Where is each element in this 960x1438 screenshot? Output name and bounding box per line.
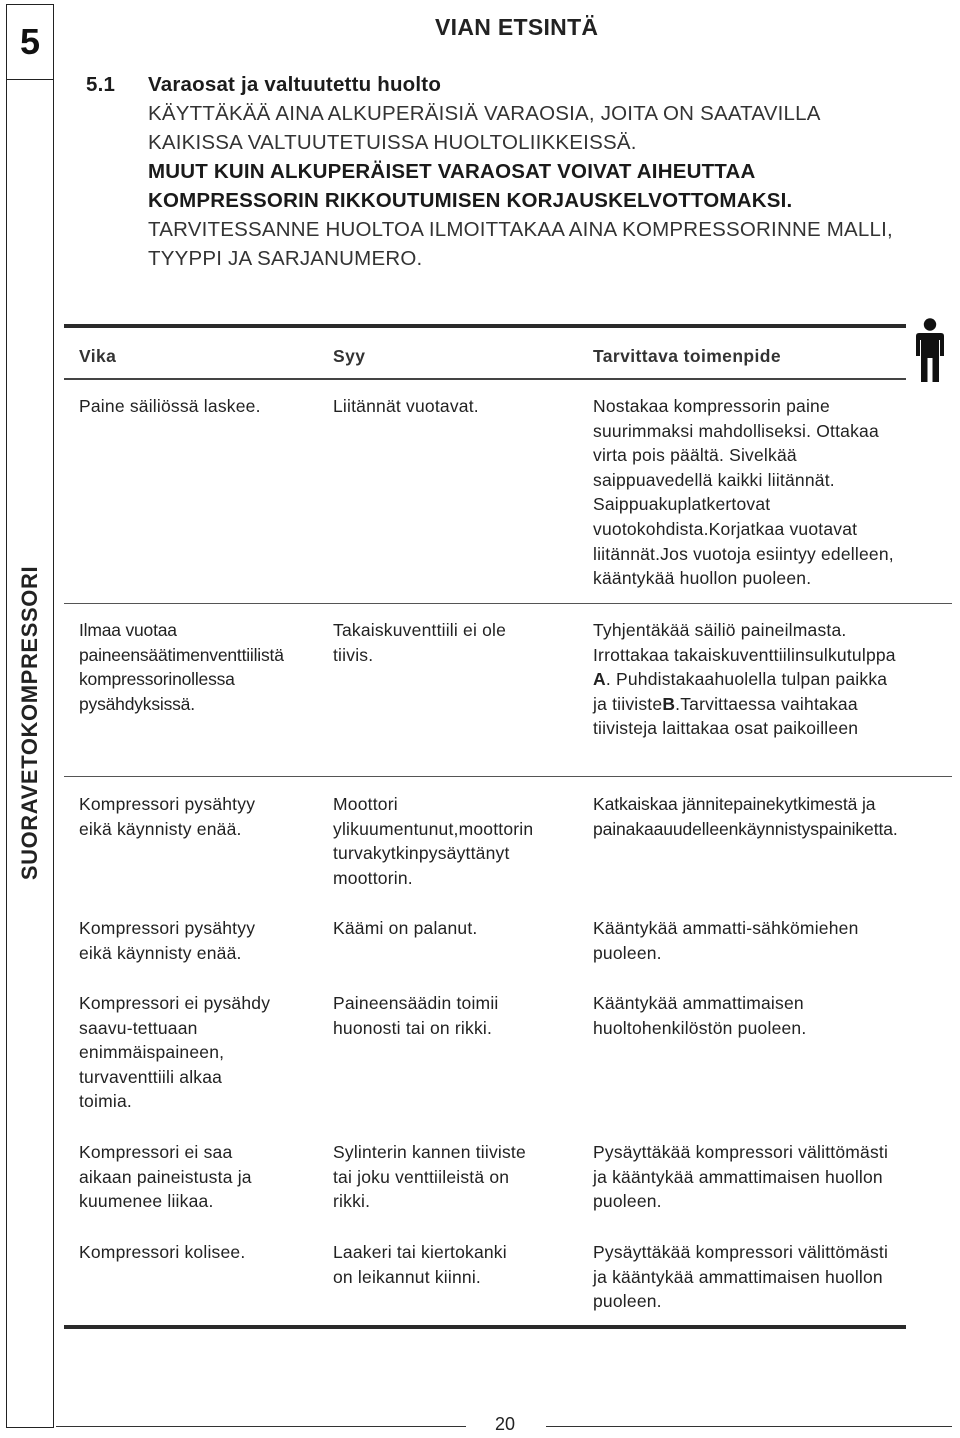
section-number: 5.1: [86, 73, 116, 96]
section-title: Varaosat ja valtuutettu huolto: [148, 73, 442, 96]
table-row-3-cause: Moottori ylikuumentunut,moottorin turvakytkinpysäyttänyt moottorin.: [333, 794, 534, 888]
table-row-3-fault: Kompressori pysähtyy eikä käynnisty enää.: [79, 794, 256, 839]
table-row-5-fault: Kompressori ei pysähdy saavu-tettuaan enimmäispaineen, turvaventtiili alkaa toimia.: [79, 993, 271, 1112]
chapter-sidebar: [6, 4, 54, 1428]
table-header-rule: [64, 378, 906, 380]
table-row-3-action: Katkaiskaa jännitepainekytkimestä ja painakaauudelleenkäynnistyspainiketta.: [593, 794, 898, 839]
column-header-action: Tarvittava toimenpide: [593, 346, 781, 366]
table-row-1-fault: Paine säiliössä laskee.: [79, 396, 261, 416]
person-icon: [914, 318, 946, 384]
section-header: VIAN ETSINTÄ: [435, 14, 599, 40]
row-divider: [64, 776, 952, 777]
footer-rule-right: [546, 1426, 952, 1427]
table-row-6-action: Pysäyttäkää kompressori välittömästi ja kääntykää ammattimaisen huollon puoleen.: [593, 1142, 889, 1212]
table-top-rule: [64, 324, 906, 328]
row-2-action-part-1: Tyhjentäkää säiliö paineilmasta. Irrottakaa takaiskuventtiilinsulkutulppa: [593, 620, 896, 665]
table-row-2-action: [593, 618, 955, 741]
page-number: 20: [494, 1414, 516, 1434]
row-2-action-part-3: .Tarvittaessa vaihtakaa tiivisteja laittakaa osat paikoilleen: [593, 693, 859, 739]
table-bottom-rule: [64, 1325, 906, 1329]
table-row-5-action: Kääntykää ammattimaisen huoltohenkilöstön puoleen.: [593, 993, 807, 1038]
table-row-2-cause: Takaiskuventtiili ei ole tiivis.: [333, 620, 507, 665]
sidebar-product-label: SUORAVETOKOMPRESSORI: [17, 565, 42, 881]
table-row-1-cause: Liitännät vuotavat.: [333, 396, 479, 416]
table-row-2-fault: Ilmaa vuotaa paineensäätimenventtiilistä kompressorinollessa pysähdyksissä.: [79, 620, 284, 714]
row-2-action-ref-a: A: [593, 669, 606, 690]
intro-paragraph-2: MUUT KUIN ALKUPERÄISET VARAOSAT VOIVAT AIHEUTTAA KOMPRESSORIN RIKKOUTUMISEN KORJAUSKELVOTTOMAKSI.: [148, 160, 793, 212]
intro-paragraph-3: TARVITESSANNE HUOLTOA ILMOITTAKAA AINA KOMPRESSORINNE MALLI, TYYPPI JA SARJANUMERO.: [148, 218, 893, 270]
column-header-fault: Vika: [79, 346, 117, 366]
table-row-7-fault: Kompressori kolisee.: [79, 1242, 246, 1262]
table-row-4-action: Kääntykää ammatti-sähkömiehen puoleen.: [593, 918, 859, 963]
table-row-7-cause: Laakeri tai kiertokanki on leikannut kiinni.: [333, 1242, 507, 1287]
table-row-5-cause: Paineensäädin toimii huonosti tai on rikki.: [333, 993, 499, 1038]
row-2-action-ref-b: B: [662, 693, 676, 714]
column-header-cause: Syy: [333, 346, 366, 366]
table-row-4-cause: Käämi on palanut.: [333, 918, 478, 938]
intro-section: [86, 70, 916, 273]
table-row-6-cause: Sylinterin kannen tiiviste tai joku venttiileistä on rikki.: [333, 1142, 526, 1212]
intro-paragraph-1: KÄYTTÄKÄÄ AINA ALKUPERÄISIÄ VARAOSIA, JOITA ON SAATAVILLA KAIKISSA VALTUUTETUISSA HUOLTOLIIKKEISSÄ.: [148, 102, 820, 154]
table-row-7-action: Pysäyttäkää kompressori välittömästi ja kääntykää ammattimaisen huollon puoleen.: [593, 1242, 889, 1312]
row-2-action-part-2: . Puhdistakaahuolella tulpan paikka ja tiiviste: [593, 669, 888, 714]
table-row-4-fault: Kompressori pysähtyy eikä käynnisty enää.: [79, 918, 256, 963]
table-row-1-action: Nostakaa kompressorin paine suurimmaksi mahdolliseksi. Ottakaa virta pois päältä. Sivelkää saippuavedellä kaikki liitännät. Saippuakuplatkertovat vuotokohdista.Korjatkaa vuotavat liitännät.Jos vuotoja esiintyy edelleen, kääntykää huollon puoleen.: [593, 396, 894, 589]
chapter-number: 5: [7, 5, 53, 80]
footer-rule-left: [56, 1426, 466, 1427]
row-divider: [64, 603, 952, 604]
table-row-6-fault: Kompressori ei saa aikaan paineistusta ja kuumenee liikaa.: [79, 1142, 252, 1212]
